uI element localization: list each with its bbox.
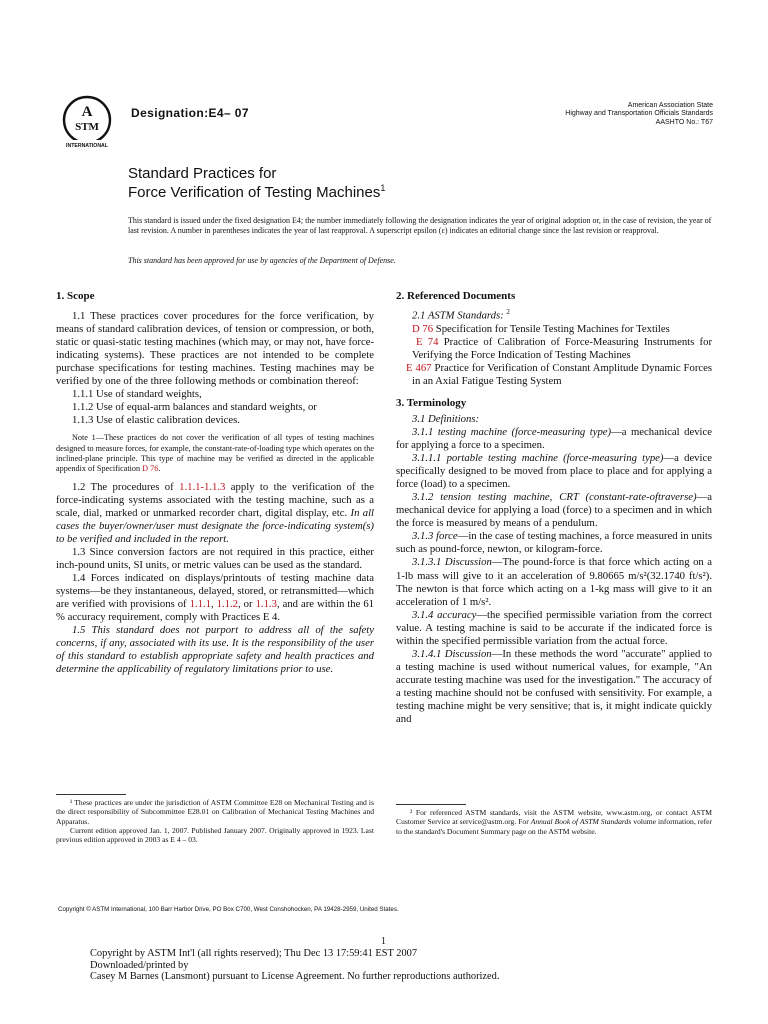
link-d76-ref[interactable]: D 76: [412, 322, 434, 335]
note-1-text: Note 1—These practices do not cover the verification of all types of testing machines designed to measure forces, for example, the constant-rate-of-loading type which operates on the inclined-plane principle. This type of machine may be verified as directed in the applicable appendix of Specification: [56, 433, 374, 474]
para-1-2-italic: In all cases the buyer/owner/user must designate the force-indicating system(s) to be verified and included in the report.: [56, 506, 375, 545]
link-1-1-2[interactable]: 1.1.2: [216, 598, 239, 611]
ref-e467: [396, 362, 712, 388]
footnote-2-text: ² For referenced ASTM standards, visit the ASTM website, www.astm.org, or contact ASTM Customer Service at service@astm.org. For: [396, 808, 712, 827]
para-1-2-text: 1.2 The procedures of: [72, 480, 174, 493]
svg-text:INTERNATIONAL: INTERNATIONAL: [66, 143, 108, 149]
term-accuracy: 3.1.4 accuracy: [412, 608, 477, 621]
term-discussion: 3.1.4.1 Discussion: [412, 647, 492, 660]
intro-paragraph: This standard is issued under the fixed designation E4; the number immediately following the designation indicates the year of original adoption or, in the case of revision, the year of last revision. A number in parentheses indicates the year of last reapproval. A superscript epsilon (ε) indicates an editorial change since the last revision or reapproval.: [128, 216, 712, 236]
footnote-2: [396, 808, 712, 836]
para-1-1-3: 1.1.3 Use of elastic calibration devices.: [72, 414, 240, 427]
aashto-line: Highway and Transportation Officials Standards: [565, 110, 713, 118]
page-number: 1: [381, 936, 386, 947]
footnotes-left: [56, 794, 374, 844]
footnote-2-italic: Annual Book of ASTM Standards: [530, 817, 632, 827]
copyright-line: Copyright © ASTM International, 100 Barr Harbor Drive, PO Box C700, West Conshohocken, PA 19428-2959, United States.: [58, 906, 399, 913]
para-1-1-2: 1.1.2 Use of equal-arm balances and standard weights, or: [72, 401, 317, 414]
ref-e74: [396, 336, 712, 362]
link-e74-ref[interactable]: E 74: [416, 335, 439, 348]
footnote-rule: [396, 804, 466, 805]
designation: Designation:E4– 07: [131, 106, 249, 120]
note-1: [56, 433, 374, 474]
download-notice: [90, 948, 499, 983]
section-heading-referenced-documents: 2. Referenced Documents: [396, 290, 516, 302]
footnote-mark-2: 2: [506, 308, 510, 317]
def-3-1-3: [396, 530, 712, 556]
term-tension-testing-machine: 3.1.2 tension testing machine, CRT (constant-rate-oftraverse): [412, 491, 697, 504]
term-discussion: 3.1.3.1 Discussion: [412, 556, 492, 569]
para-3-1: 3.1 Definitions:: [412, 412, 480, 425]
term-force: 3.1.3 force: [412, 530, 458, 543]
left-column: [56, 290, 374, 676]
title-line-2: [128, 183, 385, 201]
def-3-1-1: [396, 426, 712, 452]
def-text: —In these methods the word "accurate" applied to a testing machine is used without numerical values, for example, "An accurate testing machine was used for the investigation." The accuracy of a testing machine should not be confused with sensitivity. For example, a testing machine might be very sensitive; that is, it might indicate quickly and: [396, 647, 712, 726]
para-1-4: 1.4 Forces indicated on displays/printouts of testing machine data systems—be they instantaneous, delayed, stored, or retransmitted—which are verified with provisions of 1.1.1, 1.1.2, or 1.1.3, and are within the 61 % accuracy requirement, comply with Practices E 4.: [56, 571, 375, 624]
download-line: Casey M Barnes (Lansmont) pursuant to License Agreement. No further reproductions authorized.: [90, 971, 500, 983]
def-3-1-4-1: [396, 648, 712, 726]
title-footnote-mark: 1: [380, 183, 386, 193]
svg-text:STM: STM: [75, 121, 99, 133]
para-2-1: [396, 306, 712, 323]
link-1-1-1[interactable]: 1.1.1: [189, 598, 211, 611]
para-1-5: 1.5 This standard does not purport to address all of the safety concerns, if any, associated with its use. It is the responsibility of the user of this standard to establish appropriate safety and health practices and determine the applicability of regulatory limitations prior to use.: [56, 624, 374, 676]
def-3-1-3-1: [396, 556, 712, 608]
term-portable-testing-machine: 3.1.1.1 portable testing machine (force-measuring type): [412, 452, 664, 465]
def-3-1-2: [396, 491, 712, 530]
term-testing-machine: 3.1.1 testing machine (force-measuring type): [412, 425, 612, 438]
ref-d76: [396, 323, 712, 336]
ref-d76-text: Specification for Tensile Testing Machines for Textiles: [435, 322, 670, 335]
aashto-line: AASHTO No.: T67: [655, 118, 713, 126]
def-text: —The pound-force is that force which acting on a 1-lb mass will give to it an acceleration of 9.80665 m/s²(32.1740 ft/s²). The newton is that force which acting on a 1-kg mass will give to it an acceleration of 1 m/s².: [396, 556, 712, 608]
para-1-1: 1.1 These practices cover procedures for the force verification, by means of standard calibration devices, of tension or compression, or both, static or quasi-static testing machines (which may, or may not, have force-indicating systems). These practices are not intended to be complete purchase specifications for testing machines. Testing machines may be verified by one of the three following methods or combination thereof:: [56, 310, 374, 388]
ref-e74-text: Practice of Calibration of Force-Measuring Instruments for Verifying the Force Indication of Testing Machines: [412, 335, 713, 361]
note-1-end: .: [158, 464, 161, 474]
footnotes-right: [396, 804, 712, 836]
footnote-1-edition: Current edition approved Jan. 1, 2007. Published January 2007. Originally approved in 1923. Last previous edition approved in 2003 as E 4 – 03.: [56, 825, 374, 845]
para-1-4-text: 1.4 Forces indicated on displays/printouts of testing machine data systems—be they instantaneous, delayed, stored, or retransmitted—which are verified with provisions of: [56, 571, 374, 611]
para-1-2: [56, 481, 374, 546]
section-heading-scope: 1. Scope: [56, 290, 95, 302]
para-1-4-text-b: , and are within the 61 % accuracy requirement, comply with Practices E 4.: [56, 598, 375, 624]
dod-note: This standard has been approved for use by agencies of the Department of Defense.: [128, 256, 396, 265]
astm-standards-label: 2.1 ASTM Standards:: [412, 309, 504, 322]
section-heading-terminology: 3. Terminology: [396, 396, 467, 409]
title-text: Force Verification of Testing Machines: [128, 184, 381, 201]
def-text: —a mechanical device for applying a load (force) to a specimen and in which the force is measured by means of a pendulum.: [396, 491, 712, 530]
link-1-1-1-1-1-3[interactable]: 1.1.1-1.1.3: [179, 480, 226, 493]
def-text: —the specified permissible variation from the correct value. A testing machine is said to be accurate if the indicated force is within the specified permissible variation from the actual force.: [396, 608, 712, 647]
footnote-2-text-b: volume information, refer to the standard's Document Summary page on the ASTM website.: [396, 817, 713, 836]
right-column: [396, 290, 712, 726]
para-1-1-1: 1.1.1 Use of standard weights,: [72, 388, 202, 401]
title-line-1: Standard Practices for: [128, 165, 277, 182]
link-d76[interactable]: D 76: [142, 464, 159, 474]
def-text: —a mechanical device for applying a force to a specimen.: [396, 425, 712, 452]
para-1-2-text-b: apply to the verification of the force-indicating systems associated with the testing machine, such as a scale, dial, marked or unmarked recorder chart, digital display, etc.: [56, 480, 375, 519]
para-1-4-or: , or: [238, 598, 253, 611]
def-text: —in the case of testing machines, a force measured in units such as pound-force, newton, or kilogram-force.: [396, 530, 713, 556]
aashto-line: American Association State: [627, 102, 713, 109]
download-line: Downloaded/printed by: [90, 959, 189, 971]
para-1-3: 1.3 Since conversion factors are not required in this practice, either inch-pound units, SI units, or metric values can be used as the standard.: [56, 545, 374, 571]
aashto-designation: [565, 102, 713, 127]
link-e467-ref[interactable]: E 467: [406, 361, 432, 374]
download-line: Copyright by ASTM Int'l (all rights reserved); Thu Dec 13 17:59:41 EST 2007: [90, 948, 418, 959]
ref-e467-text: Practice for Verification of Constant Amplitude Dynamic Forces in an Axial Fatigue Testing System: [412, 361, 713, 387]
footnote-rule: [56, 794, 126, 795]
def-text: —a device specifically designed to be moved from place to place and for applying a force (load) to a specimen.: [396, 452, 712, 491]
def-3-1-1-1: [396, 452, 712, 491]
svg-text:A: A: [81, 104, 93, 120]
link-1-1-3[interactable]: 1.1.3: [255, 598, 277, 611]
def-3-1-4: [396, 609, 712, 648]
astm-logo: [58, 94, 116, 152]
footnote-1: ¹ These practices are under the jurisdiction of ASTM Committee E28 on Mechanical Testing and is the direct responsibility of Subcommittee E28.01 on Calibration of Mechanical Testing Machines and Apparatus.: [56, 798, 374, 826]
